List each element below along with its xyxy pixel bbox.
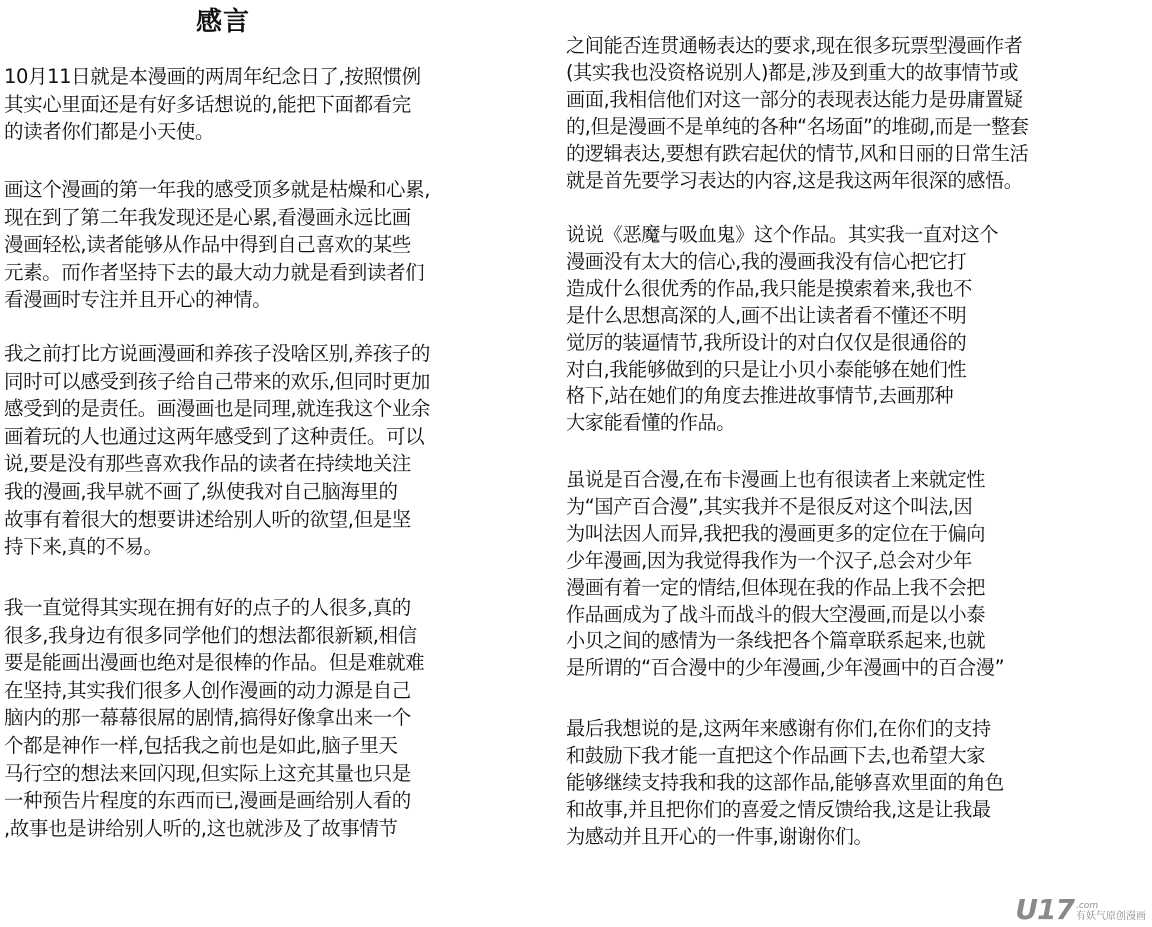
text-line: 为叫法因人而异,我把我的漫画更多的定位在于偏向: [566, 521, 986, 545]
logo-side: [1076, 902, 1146, 923]
text-line: 少年漫画,因为我觉得我作为一个汉子,总会对少年: [566, 548, 972, 572]
text-line: 感受到的是责任。画漫画也是同理,就连我这个业余: [4, 397, 430, 421]
text-line: 漫画没有太大的信心,我的漫画我没有信心把它打: [566, 249, 967, 273]
text-line: 小贝之间的感情为一条线把各个篇章联系起来,也就: [566, 629, 986, 653]
text-line: 为“国产百合漫”,其实我并不是很反对这个叫法,因: [566, 494, 973, 518]
text-line: 同时可以感受到孩子给自己带来的欢乐,但同时更加: [4, 369, 430, 393]
paragraph-first-year: [4, 176, 430, 314]
text-line: 和鼓励下我才能一直把这个作品画下去,也希望大家: [566, 743, 986, 767]
text-line: 造成什么很优秀的作品,我只能是摸索着来,我也不: [566, 276, 972, 300]
text-line: 其实心里面还是有好多话想说的,能把下面都看完: [4, 92, 411, 116]
text-line: 说,要是没有那些喜欢我作品的读者在持续地关注: [4, 452, 411, 476]
text-line: 觉厉的装逼情节,我所设计的对白仅仅是很通俗的: [566, 330, 967, 354]
text-line: 之间能否连贯通畅表达的要求,现在很多玩票型漫画作者: [566, 34, 1023, 57]
text-line: 能够继续支持我和我的这部作品,能够喜欢里面的角色: [566, 770, 1004, 794]
text-line: 画面,我相信他们对这一部分的表现表达能力是毋庸置疑: [566, 87, 1023, 111]
text-line: 和故事,并且把你们的喜爱之情反馈给我,这是让我最: [566, 797, 991, 821]
logo-slogan: 有妖气原创漫画: [1076, 911, 1146, 922]
text-line: 我一直觉得其实现在拥有好的点子的人很多,真的: [4, 596, 411, 619]
paragraph-yuri: [566, 467, 1004, 682]
text-line: 现在到了第二年我发现还是心累,看漫画永远比画: [4, 205, 411, 229]
paragraph-about-work: [566, 222, 998, 437]
text-line: 为感动并且开心的一件事,谢谢你们。: [566, 824, 873, 848]
text-line: 要是能画出漫画也绝对是很棒的作品。但是难就难: [4, 651, 425, 675]
text-line: 故事有着很大的想要讲述给别人听的欲望,但是坚: [4, 507, 411, 531]
text-line: 马行空的想法来回闪现,但实际上这充其量也只是: [4, 761, 411, 785]
text-line: 是所谓的“百合漫中的少年漫画,少年漫画中的百合漫”: [566, 656, 1005, 680]
paragraph-thanks: [566, 716, 1004, 851]
text-line: 大家能看懂的作品。: [566, 411, 736, 435]
text-line: 作品画成为了战斗而战斗的假大空漫画,而是以小泰: [566, 602, 986, 626]
paragraph-responsibility: [4, 340, 430, 561]
text-line: 的逻辑表达,要想有跌宕起伏的情节,风和日丽的日常生活: [566, 141, 1029, 165]
text-line: 画着玩的人也通过这两年感受到了这种责任。可以: [4, 424, 425, 448]
logo-mark: U17: [1015, 893, 1074, 926]
text-line: 看漫画时专注并且开心的神情。: [4, 288, 272, 312]
text-line: 说说《恶魔与吸血鬼》这个作品。其实我一直对这个: [566, 223, 999, 246]
text-line: 10月11日就是本漫画的两周年纪念日了,按照惯例: [4, 65, 421, 88]
text-line: 在坚持,其实我们很多人创作漫画的动力源是自己: [4, 678, 411, 702]
text-line: 元素。而作者坚持下去的最大动力就是看到读者们: [4, 260, 425, 284]
text-line: 是什么思想高深的人,画不出让读者看不懂还不明: [566, 303, 967, 327]
text-line: 一种预告片程度的东西而已,漫画是画给别人看的: [4, 789, 411, 813]
text-line: ,故事也是讲给别人听的,这也就涉及了故事情节: [4, 816, 398, 840]
text-line: 我的漫画,我早就不画了,纵使我对自己脑海里的: [4, 479, 398, 503]
text-line: 就是首先要学习表达的内容,这是我这两年很深的感悟。: [566, 168, 1023, 192]
text-line: 个都是神作一样,包括我之前也是如此,脑子里天: [4, 733, 398, 757]
paragraph-ideas: [4, 594, 424, 842]
text-line: 我之前打比方说画漫画和养孩子没啥区别,养孩子的: [4, 342, 430, 365]
text-line: 漫画有着一定的情结,但体现在我的作品上我不会把: [566, 575, 986, 599]
page-title: 感言: [196, 7, 251, 37]
paragraph-expression: [566, 33, 1029, 194]
logo-domain: .com: [1076, 901, 1099, 911]
text-line: 对白,我能够做到的只是让小贝小泰能够在她们性: [566, 357, 967, 381]
text-line: 虽说是百合漫,在布卡漫画上也有很读者上来就定性: [566, 468, 986, 491]
text-line: 的读者你们都是小天使。: [4, 120, 215, 144]
paragraph-anniversary: [4, 63, 421, 146]
text-line: 脑内的那一幕幕很屌的剧情,搞得好像拿出来一个: [4, 706, 411, 730]
u17-watermark-logo: [1015, 893, 1146, 926]
text-line: 的,但是漫画不是单纯的各种“名场面”的堆砌,而是一整套: [566, 114, 1029, 138]
text-line: (其实我也没资格说别人)都是,涉及到重大的故事情节或: [566, 60, 1018, 84]
text-line: 画这个漫画的第一年我的感受顶多就是枯燥和心累,: [4, 178, 430, 201]
text-line: 格下,站在她们的角度去推进故事情节,去画那种: [566, 384, 954, 408]
text-line: 漫画轻松,读者能够从作品中得到自己喜欢的某些: [4, 233, 411, 257]
text-line: 持下来,真的不易。: [4, 535, 163, 559]
text-line: 最后我想说的是,这两年来感谢有你们,在你们的支持: [566, 717, 991, 740]
text-line: 很多,我身边有很多同学他们的想法都很新颖,相信: [4, 623, 417, 647]
